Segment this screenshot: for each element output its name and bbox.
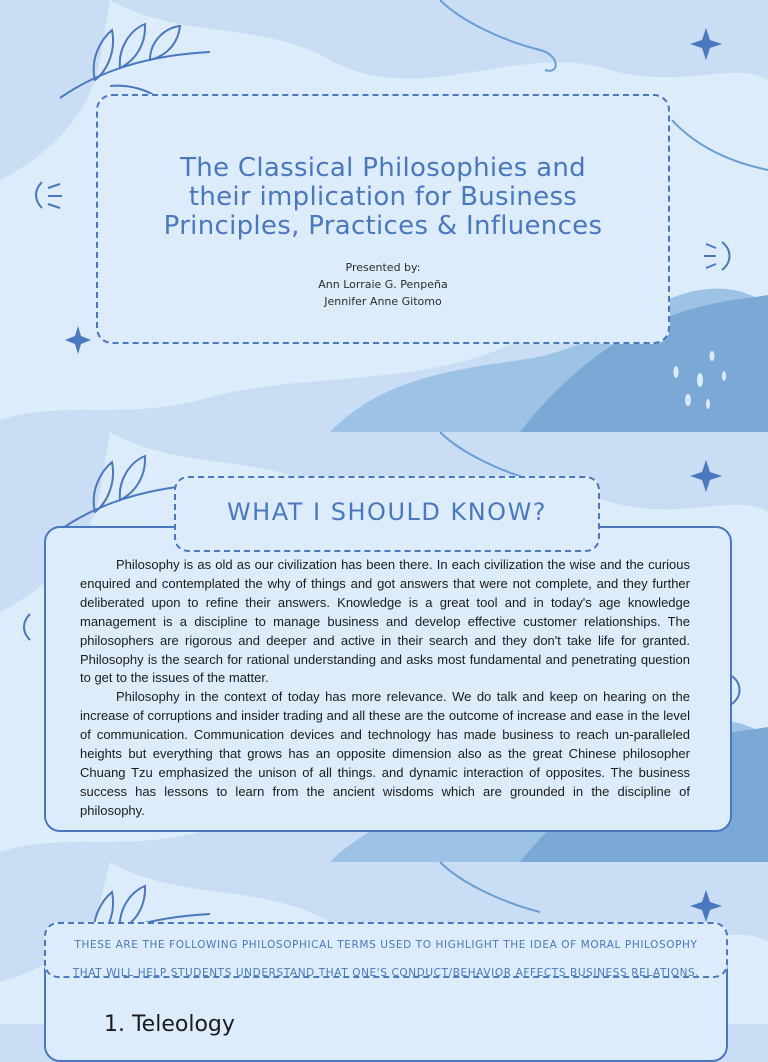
presenter-name: Ann Lorraie G. Penpeña <box>318 278 448 291</box>
section-heading: WHAT I SHOULD KNOW? <box>226 498 548 526</box>
title-line: The Classical Philosophies and <box>180 153 586 183</box>
title-line: their implication for Business <box>188 182 578 212</box>
banner-line: THAT WILL HELP STUDENTS UNDERSTAND THAT ONE'S CONDUCT/BEHAVIOR AFFECTS BUSINESS RELATIONS. <box>72 967 700 979</box>
banner-line: THESE ARE THE FOLLOWING PHILOSOPHICAL TERMS USED TO HIGHLIGHT THE IDEA OF MORAL PHILOSOPHY <box>74 939 698 951</box>
term-heading: 1. Teleology <box>104 1012 235 1037</box>
section-heading-card <box>174 476 600 552</box>
title-card <box>96 94 670 344</box>
slide-title <box>0 0 768 432</box>
slide-philosophical-terms <box>0 862 768 1037</box>
title-line: Principles, Practices & Influences <box>163 211 603 241</box>
intro-banner <box>44 922 728 978</box>
body-text <box>80 556 690 821</box>
content-card <box>44 526 732 832</box>
paragraph: Philosophy is as old as our civilization has been there. In each civilization the wise and the curious enquired and contemplated the why of things and got answers that were not complete, and they further deliberated upon to refine their answers. Knowledge is a great tool and in today's age knowledge management is a discipline to manage business and develop effective customer relationships. The philosophers are rigorous and deeper and active in their search and they don't take life for granted. Philosophy is the search for rational understanding and asks most fundamental and penetrating question to get to the issues of the matter. <box>80 557 690 686</box>
presentation-title <box>98 154 668 241</box>
paragraph: Philosophy in the context of today has more relevance. We do talk and keep on hearing on the increase of corruptions and insider trading and all these are the outcome of increase and ease in the level of communication. Communication devices and technology has made business to reach un-paralleled heights but everything that grows has an opposite dimension also as the great Chinese philosopher Chuang Tzu emphasized the unison of all things. and dynamic interaction of opposites. The business success has lessons to learn from the ancient wisdoms which are grounded in the discipline of philosophy. <box>80 689 690 818</box>
slide-what-i-should-know <box>0 432 768 862</box>
presenter-name: Jennifer Anne Gitomo <box>324 295 442 308</box>
presented-by-label: Presented by: <box>345 261 421 274</box>
presenters-block <box>98 259 668 310</box>
